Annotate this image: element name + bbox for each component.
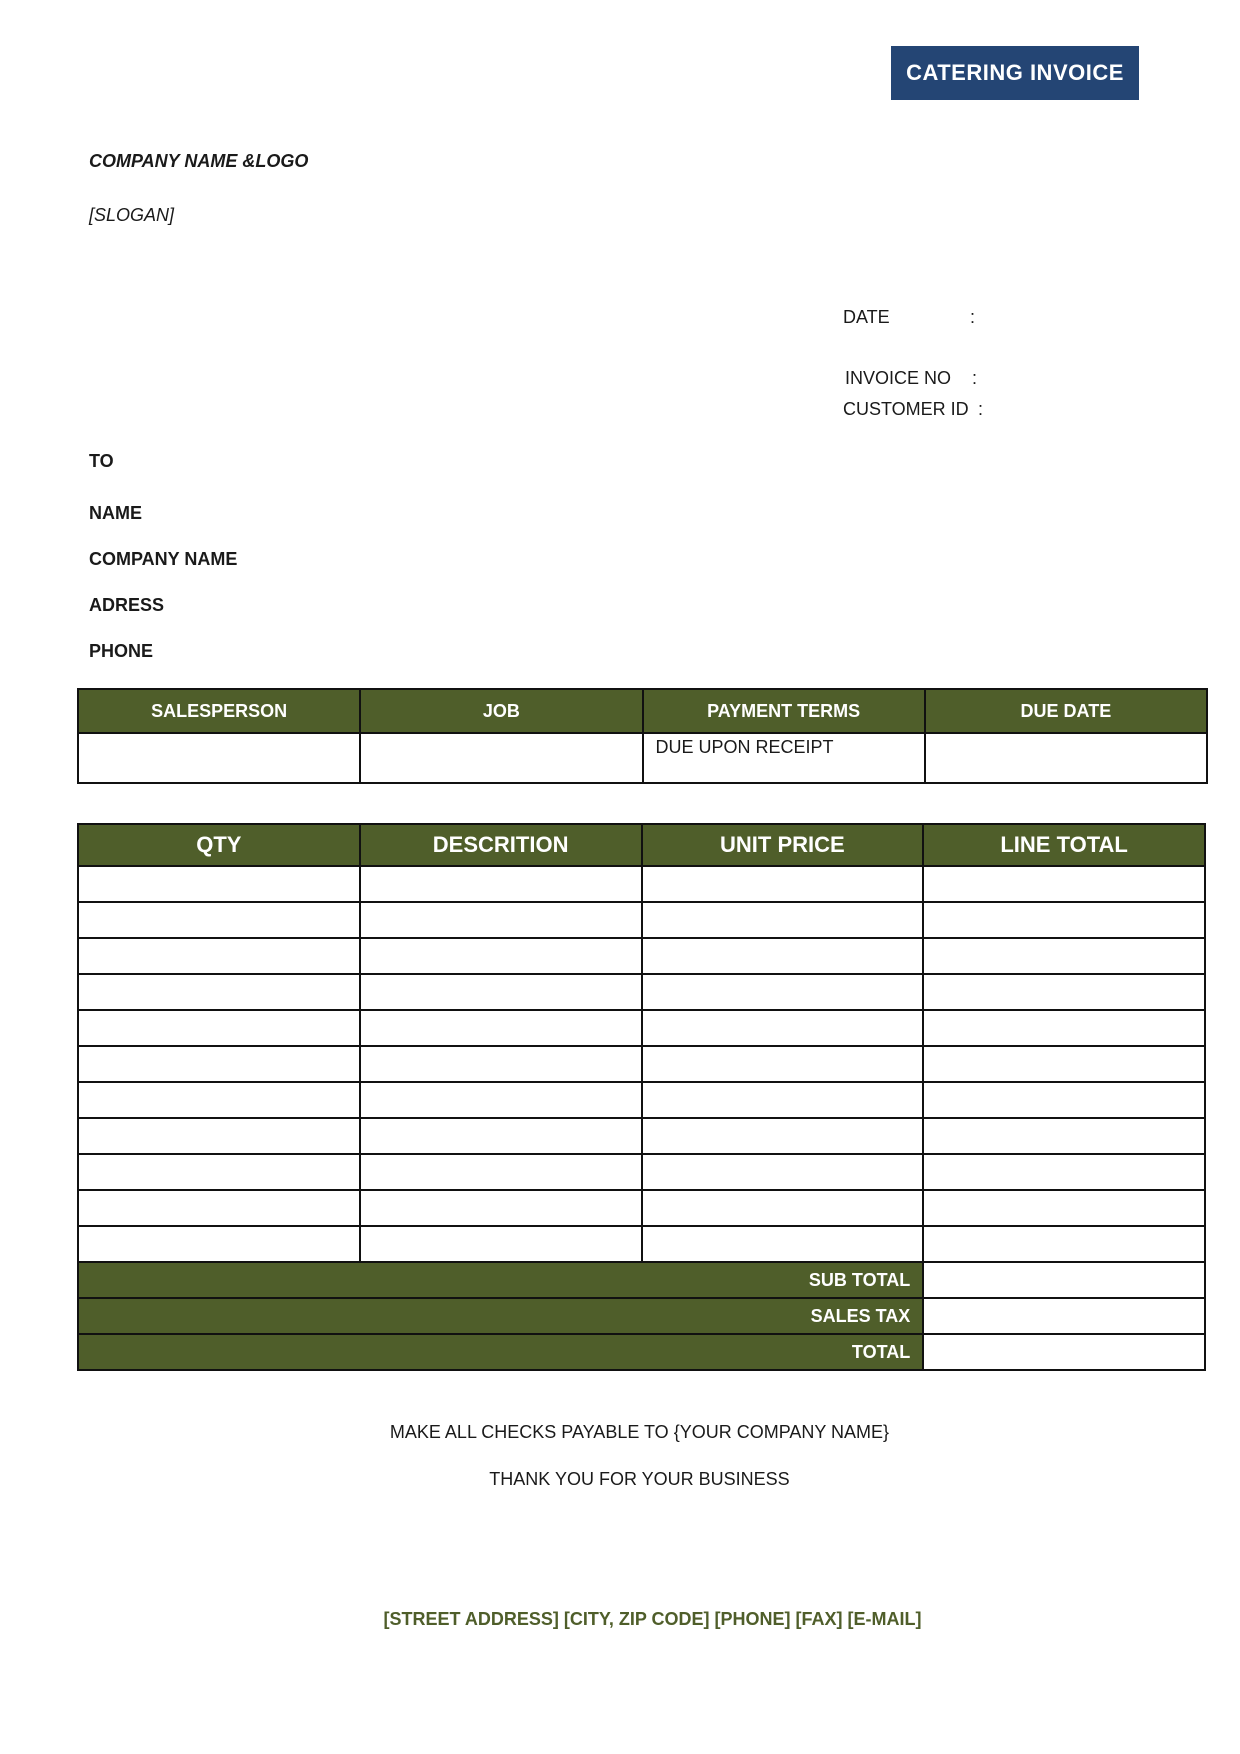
unit-price-cell[interactable]: [642, 938, 924, 974]
qty-cell[interactable]: [78, 1082, 360, 1118]
job-header: JOB: [360, 689, 642, 733]
sales-info-table: [77, 688, 1208, 784]
recipient-address-label: ADRESS: [89, 595, 165, 615]
line-total-cell[interactable]: [923, 866, 1205, 902]
qty-cell[interactable]: [78, 938, 360, 974]
qty-cell[interactable]: [78, 866, 360, 902]
job-cell[interactable]: [360, 733, 642, 783]
invoice-title-banner: CATERING INVOICE: [891, 46, 1139, 100]
unit-price-cell[interactable]: [642, 1046, 924, 1082]
date-label: DATE: [843, 307, 890, 327]
recipient-phone-label: PHONE: [89, 641, 154, 661]
item-row: [78, 1118, 1205, 1154]
sales-tax-label: SALES TAX: [78, 1298, 923, 1334]
total-value[interactable]: [923, 1334, 1205, 1370]
qty-cell[interactable]: [78, 1118, 360, 1154]
qty-cell[interactable]: [78, 974, 360, 1010]
date-colon: :: [970, 307, 976, 327]
unit-price-cell[interactable]: [642, 1226, 924, 1262]
item-row: [78, 1190, 1205, 1226]
invoice-no-colon: :: [972, 368, 978, 388]
line-total-cell[interactable]: [923, 938, 1205, 974]
unit-price-cell[interactable]: [642, 1118, 924, 1154]
subtotal-value[interactable]: [923, 1262, 1205, 1298]
thank-you-note: THANK YOU FOR YOUR BUSINESS: [489, 1469, 790, 1489]
to-label: TO: [89, 451, 114, 471]
salesperson-header: SALESPERSON: [78, 689, 360, 733]
unit-price-header: UNIT PRICE: [642, 824, 924, 866]
description-cell[interactable]: [360, 866, 642, 902]
item-row: [78, 1046, 1205, 1082]
description-cell[interactable]: [360, 1010, 642, 1046]
description-cell[interactable]: [360, 938, 642, 974]
total-row: [78, 1334, 1205, 1370]
line-total-cell[interactable]: [923, 1154, 1205, 1190]
line-total-cell[interactable]: [923, 1082, 1205, 1118]
description-cell[interactable]: [360, 1046, 642, 1082]
sales-tax-value[interactable]: [923, 1298, 1205, 1334]
qty-cell[interactable]: [78, 902, 360, 938]
unit-price-cell[interactable]: [642, 1082, 924, 1118]
payment-terms-cell[interactable]: DUE UPON RECEIPT: [643, 733, 925, 783]
line-total-cell[interactable]: [923, 902, 1205, 938]
company-slogan: [SLOGAN]: [89, 205, 175, 225]
qty-cell[interactable]: [78, 1226, 360, 1262]
item-row: [78, 938, 1205, 974]
description-cell[interactable]: [360, 1226, 642, 1262]
customer-id-label: CUSTOMER ID: [843, 399, 969, 419]
item-row: [78, 1010, 1205, 1046]
item-row: [78, 902, 1205, 938]
invoice-no-label: INVOICE NO: [845, 368, 952, 388]
line-total-cell[interactable]: [923, 1190, 1205, 1226]
qty-cell[interactable]: [78, 1046, 360, 1082]
line-total-cell[interactable]: [923, 1046, 1205, 1082]
company-name-logo: COMPANY NAME &LOGO: [89, 151, 309, 171]
unit-price-cell[interactable]: [642, 866, 924, 902]
item-row: [78, 1226, 1205, 1262]
item-row: [78, 974, 1205, 1010]
qty-header: QTY: [78, 824, 360, 866]
line-total-cell[interactable]: [923, 1010, 1205, 1046]
due-date-cell[interactable]: [925, 733, 1207, 783]
total-label: TOTAL: [78, 1334, 923, 1370]
item-row: [78, 1154, 1205, 1190]
checks-payable-note: MAKE ALL CHECKS PAYABLE TO {YOUR COMPANY NAME}: [389, 1422, 890, 1442]
unit-price-cell[interactable]: [642, 1154, 924, 1190]
qty-cell[interactable]: [78, 1010, 360, 1046]
description-cell[interactable]: [360, 902, 642, 938]
subtotal-label: SUB TOTAL: [78, 1262, 923, 1298]
description-cell[interactable]: [360, 1154, 642, 1190]
description-cell[interactable]: [360, 1082, 642, 1118]
item-row: [78, 1082, 1205, 1118]
due-date-header: DUE DATE: [925, 689, 1207, 733]
qty-cell[interactable]: [78, 1154, 360, 1190]
unit-price-cell[interactable]: [642, 1010, 924, 1046]
recipient-company-label: COMPANY NAME: [89, 549, 238, 569]
customer-id-colon: :: [978, 399, 984, 419]
sales-tax-row: [78, 1298, 1205, 1334]
salesperson-cell[interactable]: [78, 733, 360, 783]
description-cell[interactable]: [360, 974, 642, 1010]
qty-cell[interactable]: [78, 1190, 360, 1226]
recipient-name-label: NAME: [89, 503, 142, 523]
description-cell[interactable]: [360, 1190, 642, 1226]
line-total-cell[interactable]: [923, 974, 1205, 1010]
line-total-header: LINE TOTAL: [923, 824, 1205, 866]
payment-terms-header: PAYMENT TERMS: [643, 689, 925, 733]
line-total-cell[interactable]: [923, 1118, 1205, 1154]
description-cell[interactable]: [360, 1118, 642, 1154]
unit-price-cell[interactable]: [642, 902, 924, 938]
unit-price-cell[interactable]: [642, 974, 924, 1010]
subtotal-row: [78, 1262, 1205, 1298]
unit-price-cell[interactable]: [642, 1190, 924, 1226]
item-row: [78, 866, 1205, 902]
company-contact-line: [STREET ADDRESS] [CITY, ZIP CODE] [PHONE] [FAX] [E-MAIL]: [383, 1609, 922, 1629]
line-items-table: [77, 823, 1206, 1371]
line-total-cell[interactable]: [923, 1226, 1205, 1262]
description-header: DESCRITION: [360, 824, 642, 866]
